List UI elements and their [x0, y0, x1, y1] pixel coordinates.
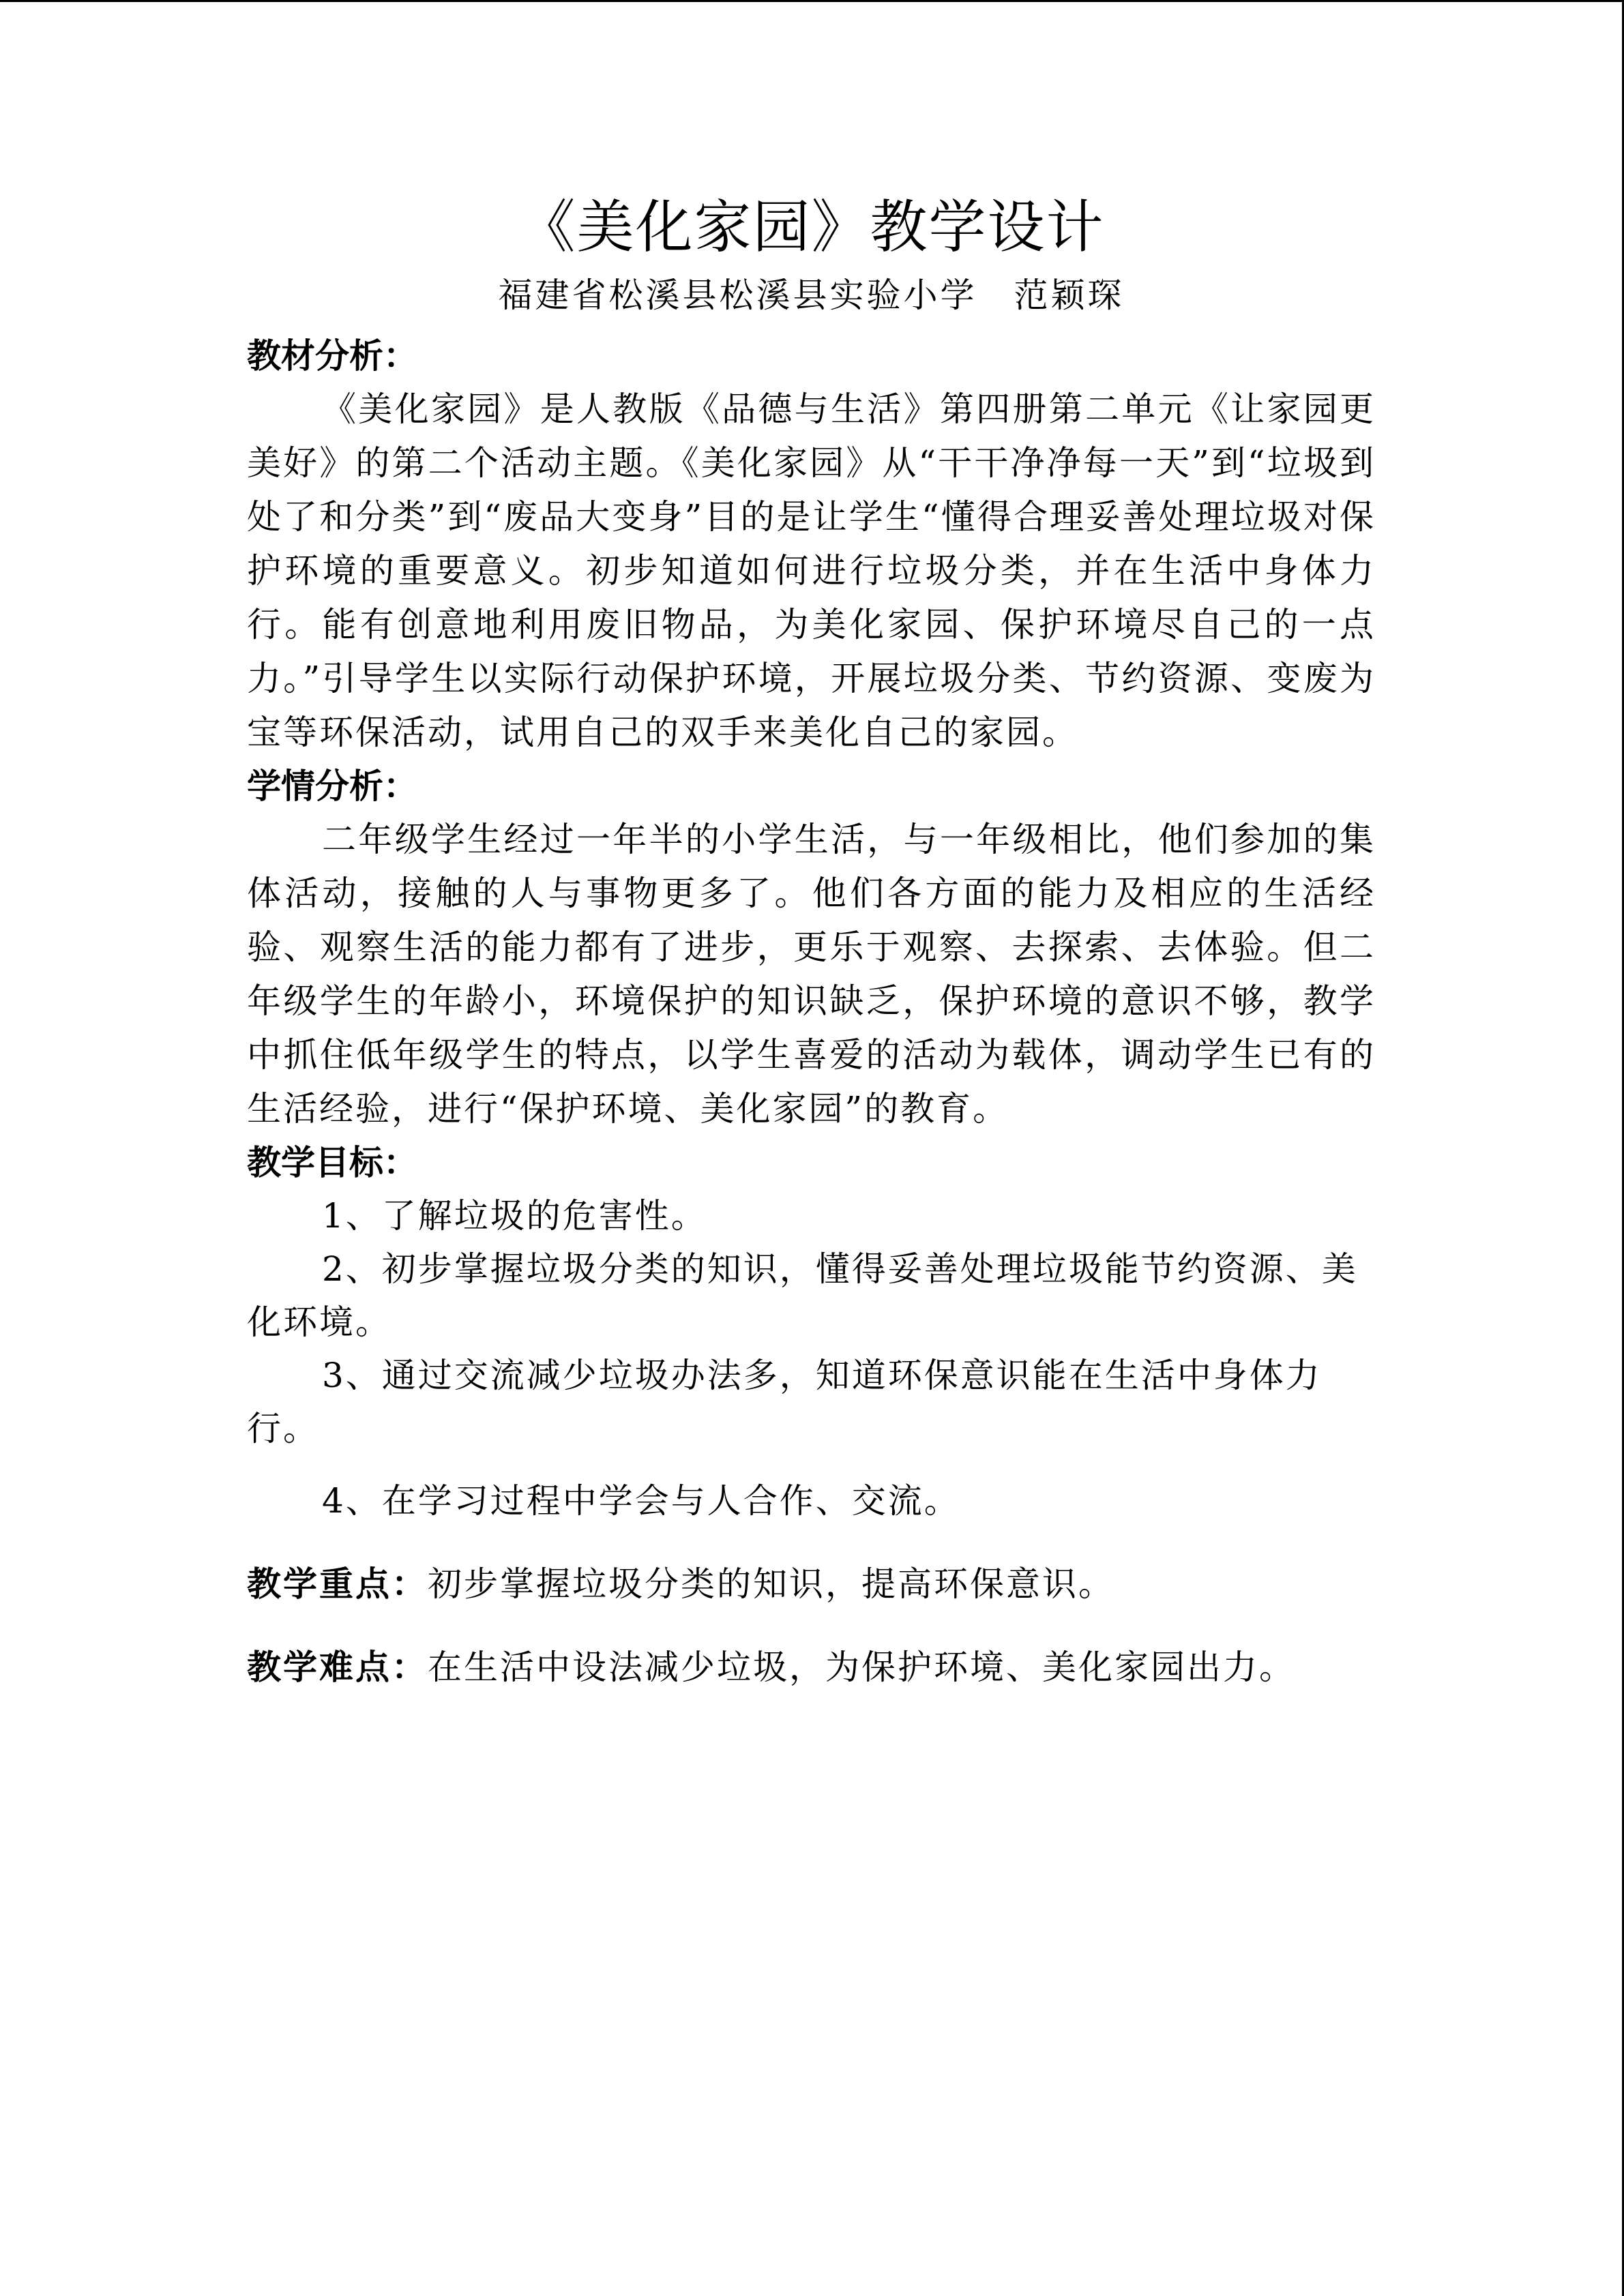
goal-item: 1、了解垃圾的危害性。: [322, 1196, 707, 1236]
teaching-difficulty: [247, 1641, 1376, 1694]
material-analysis-text: 《美化家园》是人教版《品德与生活》第四册第二单元《让家园更美好》的第二个活动主题。《美化家园》从“干干净净每一天”到“垃圾到处了和分类”到“废品大变身”目的是让学生“懂得合理妥善处理垃圾对保护环境的重要意义。初步知道如何进行垃圾分类，并在生活中身体力行。能有创意地利用废旧物品，为美化家园、保护环境尽自己的一点力。”引导学生以实际行动保护环境，开展垃圾分类、节约资源、变废为宝等环保活动，试用自己的双手来美化自己的家园。: [247, 389, 1376, 752]
teaching-difficulty-text: 在生活中设法减少垃圾，为保护环境、美化家园出力。: [428, 1648, 1295, 1687]
section-heading-goals: 教学目标：: [247, 1143, 417, 1182]
goal-item: 4、在学习过程中学会与人合作、交流。: [322, 1481, 960, 1521]
teaching-focus-text: 初步掌握垃圾分类的知识，提高环保意识。: [428, 1564, 1114, 1604]
author-line: 福建省松溪县松溪县实验小学 范颖琛: [498, 275, 1125, 315]
document-title: 《美化家园》教学设计: [518, 194, 1105, 260]
student-analysis-text: 二年级学生经过一年半的小学生活，与一年级相比，他们参加的集体活动，接触的人与事物更多了。他们各方面的能力及相应的生活经验、观察生活的能力都有了进步，更乐于观察、去探索、去体验。但二年级学生的年龄小，环境保护的知识缺乏，保护环境的意识不够，教学中抓住低年级学生的特点，以学生喜爱的活动为载体，调动学生已有的生活经验，进行“保护环境、美化家园”的教育。: [247, 820, 1376, 1129]
teaching-difficulty-label: 教学难点：: [247, 1648, 428, 1687]
section-heading-material: 教材分析：: [247, 336, 417, 376]
teaching-focus: [247, 1557, 1376, 1611]
document-body: [247, 186, 1376, 1694]
goal-item: 3、通过交流减少垃圾办法多，知道环保意识能在生活中身体力行。: [247, 1356, 1322, 1448]
goal-item: 2、初步掌握垃圾分类的知识，懂得妥善处理垃圾能节约资源、美化环境。: [247, 1249, 1358, 1342]
teaching-focus-label: 教学重点：: [247, 1564, 428, 1604]
section-heading-students: 学情分析：: [247, 766, 417, 806]
